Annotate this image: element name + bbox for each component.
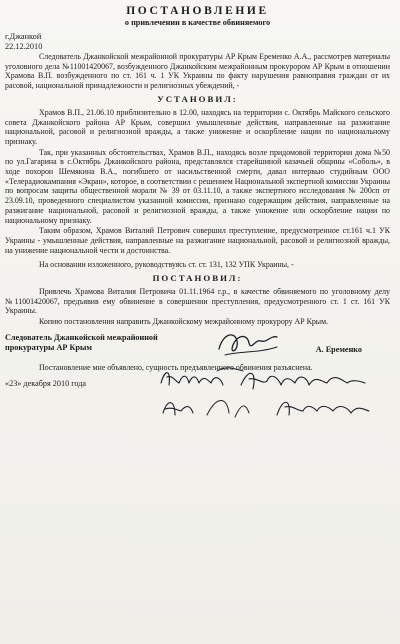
final-date-row (5, 379, 390, 401)
intro-paragraph: Следователь Джанкойской межрайонной прокуратуры АР Крым Еременко А.А., рассмотрев материалы уголовного дела №11001420067, возбужденного Джанкойским межрайонным прокурором АР Крым в отношении Храмова В.П. возбужденного по ст. 161 ч. 1 УК Украины по факту нарушения равноправия граждан от их расовой, национальной принадлежности и религиозных убеждений, - (5, 52, 390, 91)
document-subtitle: о привлечении в качестве обвиняемого (124, 18, 271, 27)
established-paragraph-1: Храмов В.П., 21.06.10 приблизительно в 12.00, находясь на территории с. Октябрь Майского сельского совета Джанкойского района АР Крым, совершил умышленные действия, направленные на разжигание национальной, расовой и религиозной вражды, а также унижение и оскорбление нации по национальному признаку. (5, 107, 390, 146)
established-paragraph-2: Так, при указанных обстоятельствах, Храмов В.П., находясь возле придомовой территории дома №50 по ул.Гагарина в с.Октябрь Джанкойского района, представлялся старейшиной казачьей общины «Соболь», в ходе похорон Шемякина В.А., погибшего от насильственной смерти, давал интервью студийным ООО «Телерадиокампания «Экран», которое, в соответствии с решением Национальной экспертной комиссии Украины по вопросам защиты общественной морали № 39 от 03.11.10, а также экспертного исследования № 200сп от 23.09.10, проведенного специалистом указанной комиссии, признано содержащим действия, направленные на разжигание национальной, расовой и религиозной вражды, а также унижение или оскорбление нации по национальному признаку. (5, 147, 390, 225)
document-title: ПОСТАНОВЛЕНИЕ (126, 5, 269, 17)
resolved-heading: ПОСТАНОВИЛ: (152, 273, 243, 284)
established-heading: УСТАНОВИЛ: (157, 93, 238, 104)
accused-signature-2-icon (157, 389, 397, 423)
signature-block (5, 333, 390, 363)
notice-paragraph: Постановление мне объявлено, сущность предъявленного обвинения разъяснена. (39, 362, 313, 372)
established-paragraph-3: Таким образом, Храмов Виталий Петрович совершил преступление, предусмотренное ст.161 ч.1 УК Украины - умышленные действия, направленные на разжигание национальной, расовой и религиозной вражды, на унижение национальной чести и достоинства. (5, 226, 390, 255)
investigator-name: А. Еременко (315, 344, 362, 354)
document-date: 22.12.2010 (5, 42, 43, 51)
resolved-paragraph-2: Копию постановления направить Джанкойскому межрайонному прокурору АР Крым. (39, 317, 329, 327)
signature-position: Следователь Джанкойской межрайонной прокуратуры АР Крым (5, 332, 158, 352)
resolved-paragraph-1: Привлечь Храмова Виталия Петровича 01.11.1964 г.р., в качестве обвиняемого по уголовному делу №11001420067, предъявив ему обвинение в совершении преступления, предусмотренного ст. 1 ст. 161 УК Украины. (5, 287, 390, 316)
final-date: «23» декабря 2010 года (5, 378, 87, 388)
document-place: г.Джанкой (5, 32, 42, 41)
basis-paragraph: На основании изложенного, руководствуясь ст. ст. 131, 132 УПК Украины, - (39, 260, 294, 270)
